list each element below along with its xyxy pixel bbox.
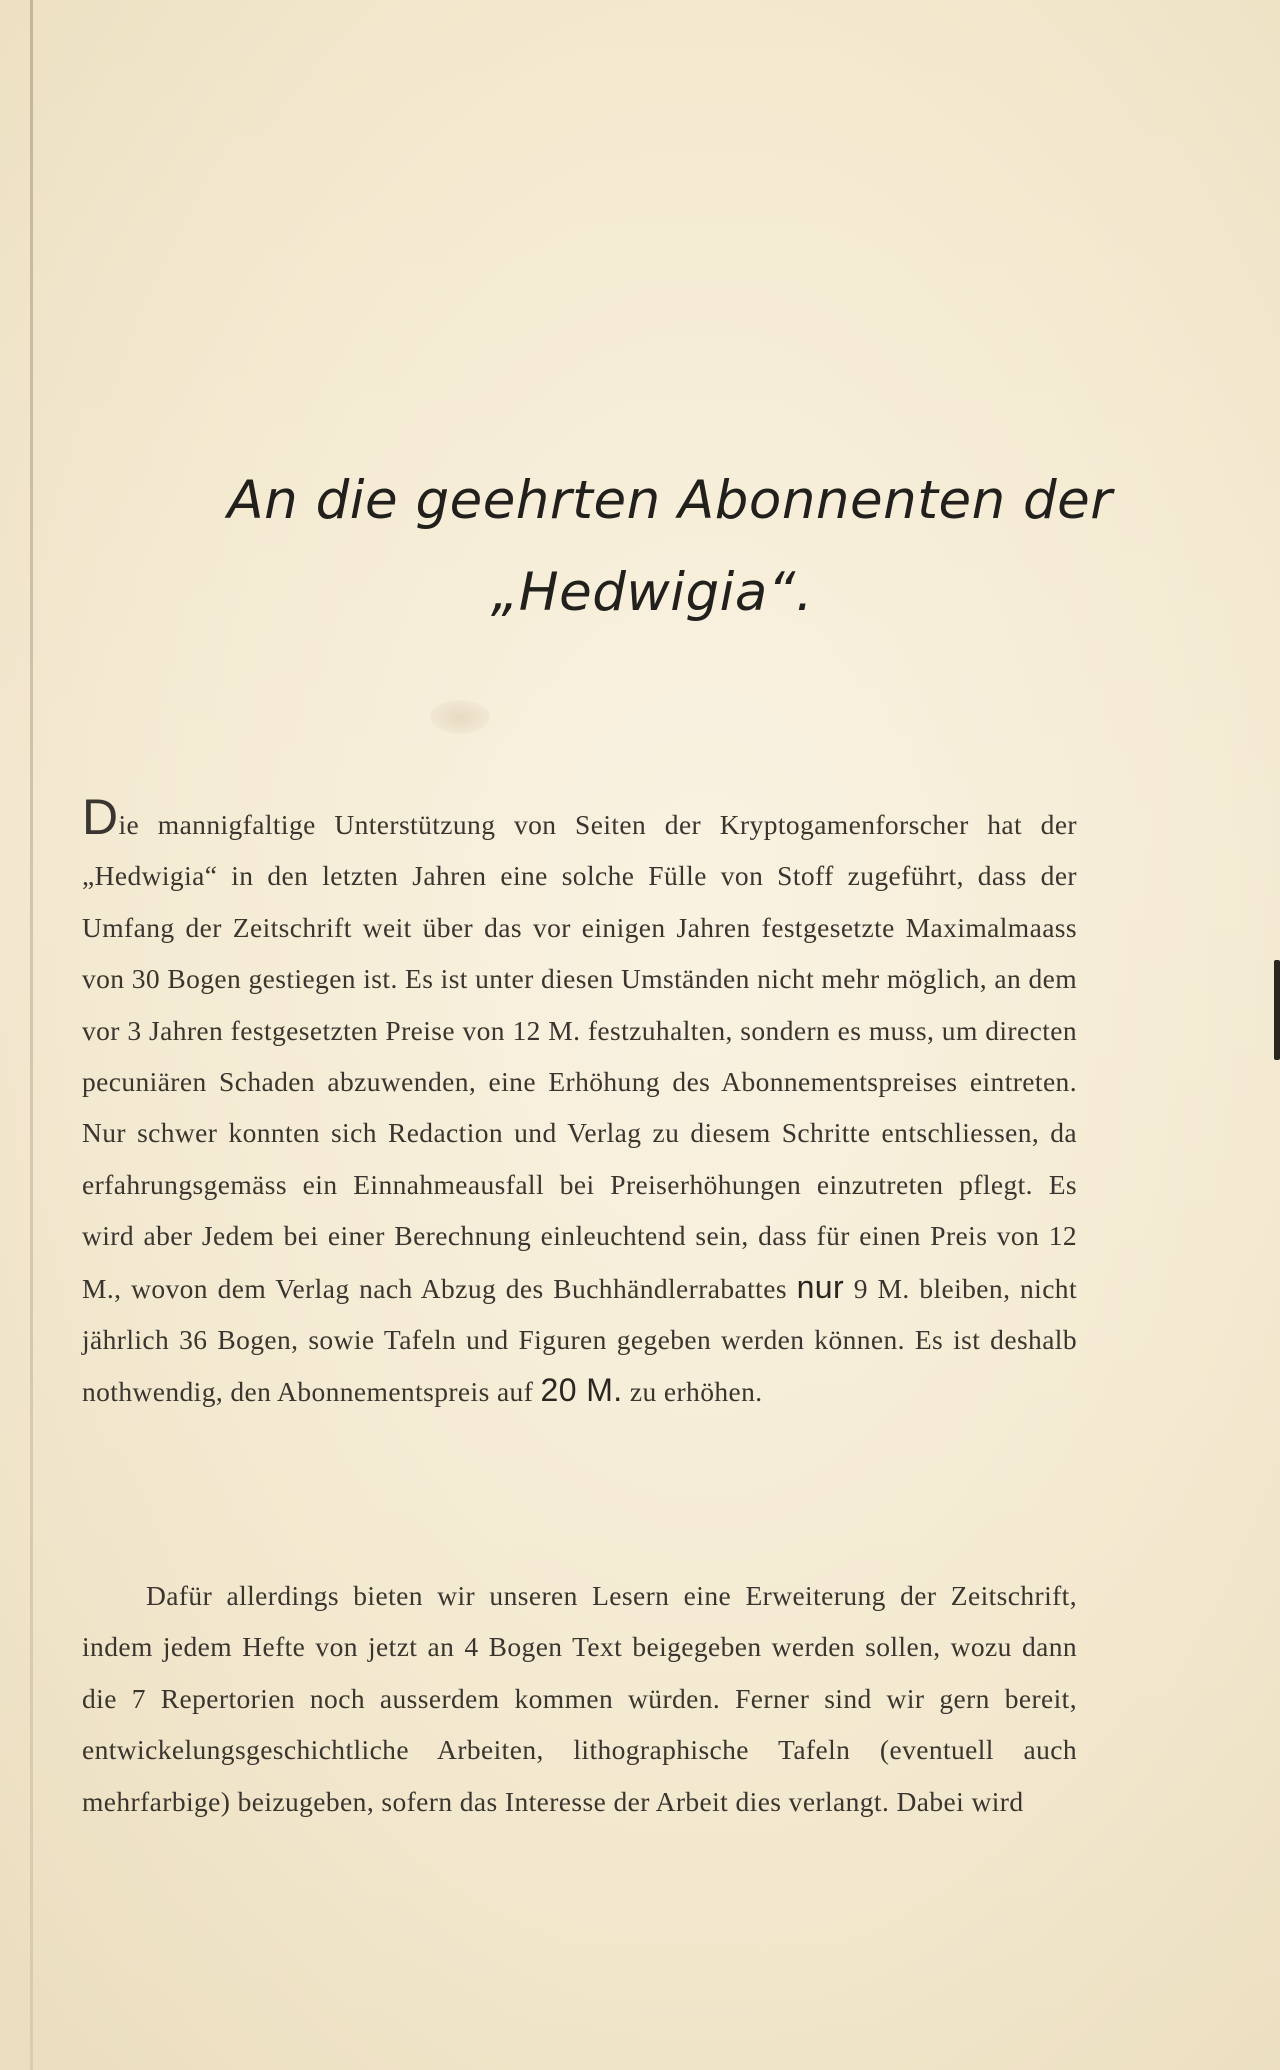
- paragraph-1: [82, 789, 1077, 1418]
- page-heading-line-1: An die geehrten Abonnenten der: [227, 470, 1113, 531]
- paragraph-1-text-b: 9 M. bleiben, nicht jährlich 36 Bogen, sowie Tafeln und Figuren gegeben werden können. Es ist deshalb nothwendig, den Abonnementspreis auf: [82, 1272, 1077, 1408]
- paragraph-2: Dafür allerdings bieten wir unseren Lesern eine Erweiterung der Zeitschrift, indem jedem Hefte von jetzt an 4 Bogen Text beigegeben werden sollen, wozu dann die 7 Repertorien noch ausserdem kommen würden. Ferner sind wir gern bereit, entwickelungsgeschichtliche Arbeiten, lithographische Tafeln (eventuell auch mehrfarbige) beizugeben, sofern das Interesse der Arbeit dies verlangt. Dabei wird: [82, 1580, 1077, 1817]
- page-edge-shadow: [30, 0, 33, 2070]
- drop-cap: D: [82, 789, 119, 845]
- paper-stain: [430, 700, 490, 734]
- page-heading-line-2: „Hedwigia“.: [490, 562, 814, 623]
- paragraph-1-text-a: ie mannigfaltige Unterstützung von Seiten der Kryptogamenforscher hat der „Hedwigia“ in den letzten Jahren eine solche Fülle von Stoff zugeführt, dass der Umfang der Zeitschrift weit über das vor einigen Jahren festgesetzte Maximalmaass von 30 Bogen gestiegen ist. Es ist unter diesen Umständen nicht mehr möglich, an dem vor 3 Jahren festgesetzten Preise von 12 M. festzuhalten, sondern es muss, um directen pecuniären Schaden abzuwenden, eine Erhöhung des Abonnementspreises eintreten. Nur schwer konnten sich Redaction und Verlag zu diesem Schritte entschliessen, da erfahrungsgemäss ein Einnahmeausfall bei Preiserhöhungen einzutreten pflegt. Es wird aber Jedem bei einer Berechnung einleuchtend sein, dass für einen Preis von 12 M., wovon dem Verlag nach Abzug des Buchhändlerrabattes: [82, 809, 1077, 1304]
- page-edge-mark: [1274, 960, 1280, 1060]
- emphasis-nur: nur: [796, 1268, 845, 1305]
- paragraph-1-text-c: zu erhöhen.: [629, 1376, 763, 1408]
- emphasis-price: 20 M.: [540, 1372, 623, 1409]
